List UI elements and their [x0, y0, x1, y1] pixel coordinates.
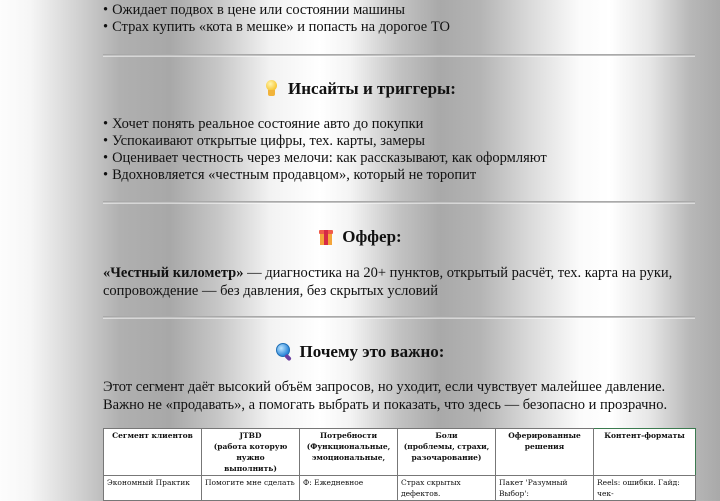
- section-divider: [103, 54, 695, 56]
- section-divider: [103, 316, 695, 318]
- why-heading: [0, 342, 720, 362]
- offer-heading: [0, 227, 720, 247]
- header-segment: Сегмент клиентов: [104, 429, 202, 476]
- insights-heading: [0, 79, 720, 99]
- insights-title: Инсайты и триггеры:: [288, 79, 456, 98]
- offer-description: «Честный километр» — диагностика на 20+ пунктов, открытый расчёт, тех. карта на руки, сопровождение — без давления, без скрытых условий: [103, 265, 673, 299]
- section-divider: [103, 201, 695, 203]
- concerns-list: [103, 2, 450, 36]
- header-needs: Потребности (Функциональные, эмоциональные,: [300, 429, 398, 476]
- list-item: • Страх купить «кота в мешке» и попасть на дорогое ТО: [103, 19, 450, 36]
- list-item: • Ожидает подвох в цене или состоянии машины: [103, 2, 450, 19]
- segment-table: [103, 428, 696, 501]
- header-pains: Боли (проблемы, страхи, разочарование): [398, 429, 496, 476]
- table-cell: Страх скрытых дефектов.: [398, 476, 496, 501]
- table-cell: Ф: Ежедневное: [300, 476, 398, 501]
- list-item: • Вдохновляется «честным продавцом», который не торопит: [103, 167, 547, 184]
- why-description: Этот сегмент даёт высокий объём запросов, но уходит, если чувствует малейшее давление. Важно не «продавать», а помогать выбрать и показать, что здесь — безопасно и прозрачно.: [103, 379, 668, 413]
- table-cell: Помогите мне сделать: [202, 476, 300, 501]
- table-cell: Экономный Практик: [104, 476, 202, 501]
- gift-icon: [318, 228, 334, 246]
- magnifier-icon: [276, 343, 292, 361]
- list-item: • Хочет понять реальное состояние авто до покупки: [103, 116, 547, 133]
- offer-name: «Честный километр»: [103, 265, 244, 281]
- why-title: Почему это важно:: [299, 342, 445, 361]
- table-cell: Пакет 'Разумный Выбор':: [496, 476, 594, 501]
- table-cell: Reels: ошибки. Гайд: чек-: [594, 476, 696, 501]
- header-solutions: Оферированные решения: [496, 429, 594, 476]
- header-jtbd: JTBD (работа которую нужно выполнить): [202, 429, 300, 476]
- header-content-formats: Контент-форматы: [594, 429, 696, 476]
- list-item: • Оценивает честность через мелочи: как рассказывают, как оформляют: [103, 150, 547, 167]
- list-item: • Успокаивают открытые цифры, тех. карты, замеры: [103, 133, 547, 150]
- offer-title: Оффер:: [342, 227, 402, 246]
- insights-list: [103, 116, 547, 184]
- lightbulb-icon: [264, 80, 280, 98]
- table-row: [104, 476, 696, 501]
- table-header-row: [104, 429, 696, 476]
